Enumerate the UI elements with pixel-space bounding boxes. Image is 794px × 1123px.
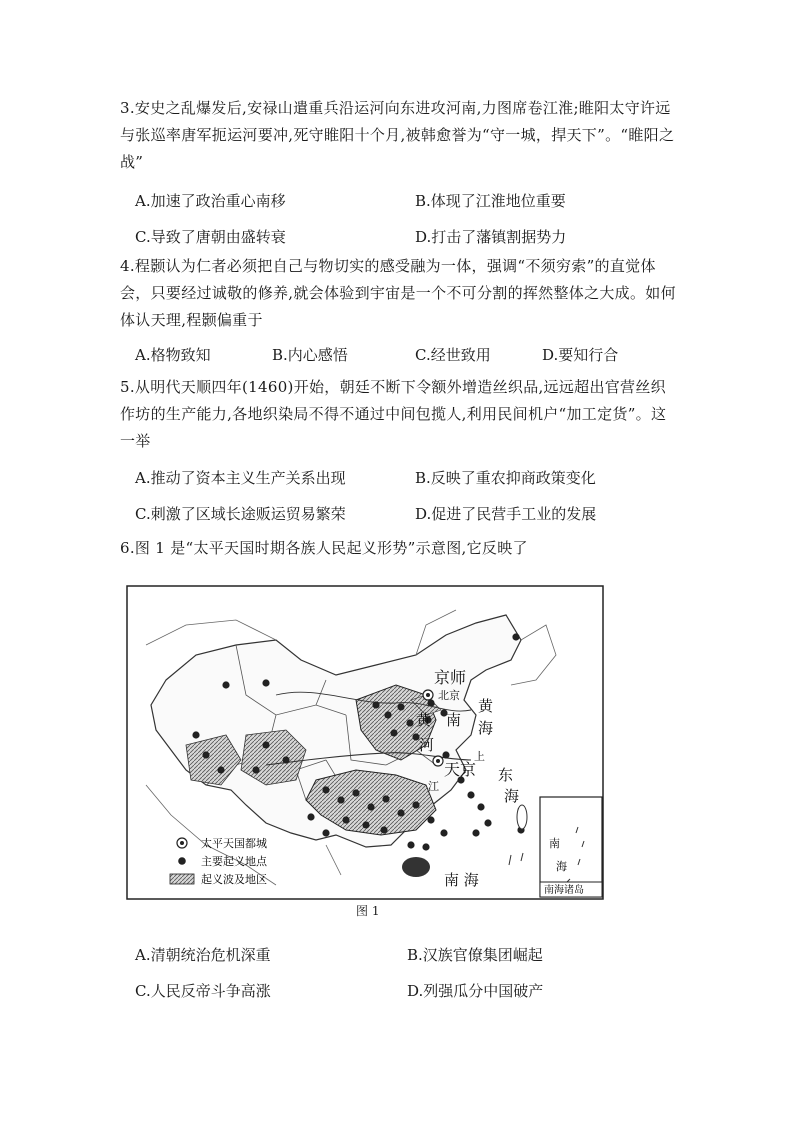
label-huang: 黄 (416, 711, 432, 729)
label-donghai-1: 东 (498, 766, 514, 784)
capital-icon (177, 838, 187, 848)
legend-label-capital: 太平天国都城 (201, 837, 267, 850)
label-jingshi: 京师 (434, 668, 467, 687)
dot-icon (178, 857, 186, 865)
option-d: D.促进了民营手工业的发展 (415, 505, 597, 523)
option-c: C.刺激了区域长途贩运贸易繁荣 (135, 505, 346, 523)
option-a: A.格物致知 (135, 346, 211, 364)
label-beijing: 北京 (438, 689, 460, 702)
question-6 (120, 535, 680, 562)
label-tianjing: 天京 (444, 760, 477, 779)
map-svg (126, 585, 604, 900)
legend-label-hatch: 起义波及地区 (201, 873, 267, 886)
legend-label-dots: 主要起义地点 (201, 855, 267, 868)
option-c: C.导致了唐朝由盛转衰 (135, 228, 286, 246)
option-b: B.反映了重农抑商政策变化 (415, 469, 596, 487)
option-d: D.要知行合 (542, 346, 619, 364)
option-a: A.加速了政治重心南移 (135, 192, 286, 210)
question-4 (120, 253, 680, 374)
question-stem: 6.图 1 是“太平天国时期各族人民起义形势”示意图,它反映了 (120, 539, 528, 557)
inset-label-hai: 海 (556, 860, 567, 873)
label-nanhai: 南 海 (444, 871, 479, 889)
label-huanghai-1: 黄 (478, 697, 494, 715)
question-stem: 5.从明代天顺四年(1460)开始，朝廷不断下令额外增造丝织品,远远超出官营丝织作坊的生产能力,各地织染局不得不通过中间包揽人,利用民间机户“加工定货”。这一举 (120, 378, 667, 450)
question-stem: 3.安史之乱爆发后,安禄山遣重兵沿运河向东进攻河南,力图席卷江淮;睢阳太守许远与张巡率唐军扼运河要冲,死守睢阳十个月,被韩愈誉为“守一城，捍天下”。“睢阳之战” (120, 99, 675, 171)
label-nan-top: 南 (446, 711, 462, 729)
question-stem: 4.程颢认为仁者必须把自己与物切实的感受融为一体，强调“不须穷索”的直觉体会，只要经过诚敬的修养,就会体验到宇宙是一个不可分割的挥然整体之大成。如何体认天理,程颢偏重于 (120, 257, 676, 329)
option-b: B.内心感悟 (272, 346, 348, 364)
map-legend (170, 836, 268, 886)
taiping-uprising-map (126, 585, 604, 900)
inset-title: 南海诸岛 (544, 885, 584, 896)
label-shang: 上 (474, 750, 485, 763)
question-5 (120, 374, 680, 535)
option-b: B.汉族官僚集团崛起 (407, 946, 543, 964)
option-b: B.体现了江淮地位重要 (415, 192, 566, 210)
beijing-capital-icon (423, 690, 433, 700)
label-huanghai-2: 海 (478, 719, 494, 737)
question-3 (120, 95, 680, 256)
label-donghai-2: 海 (504, 787, 520, 805)
south-china-sea-inset (540, 797, 602, 897)
option-c: C.经世致用 (415, 346, 491, 364)
option-c: C.人民反帝斗争高涨 (135, 982, 271, 1000)
label-jiang: 江 (428, 780, 439, 793)
figure-caption: 图 1 (356, 904, 380, 918)
taiwan-island (517, 805, 527, 829)
inset-label-nan: 南 (549, 837, 560, 850)
question-6-options (120, 940, 680, 1020)
label-he: 河 (419, 736, 435, 754)
hatch-icon (170, 874, 194, 884)
capital-icon (433, 756, 443, 766)
option-d: D.打击了藩镇割据势力 (415, 228, 567, 246)
option-a: A.推动了资本主义生产关系出现 (135, 469, 346, 487)
hainan-island (402, 857, 430, 877)
option-d: D.列强瓜分中国破产 (407, 982, 544, 1000)
option-a: A.清朝统治危机深重 (135, 946, 271, 964)
